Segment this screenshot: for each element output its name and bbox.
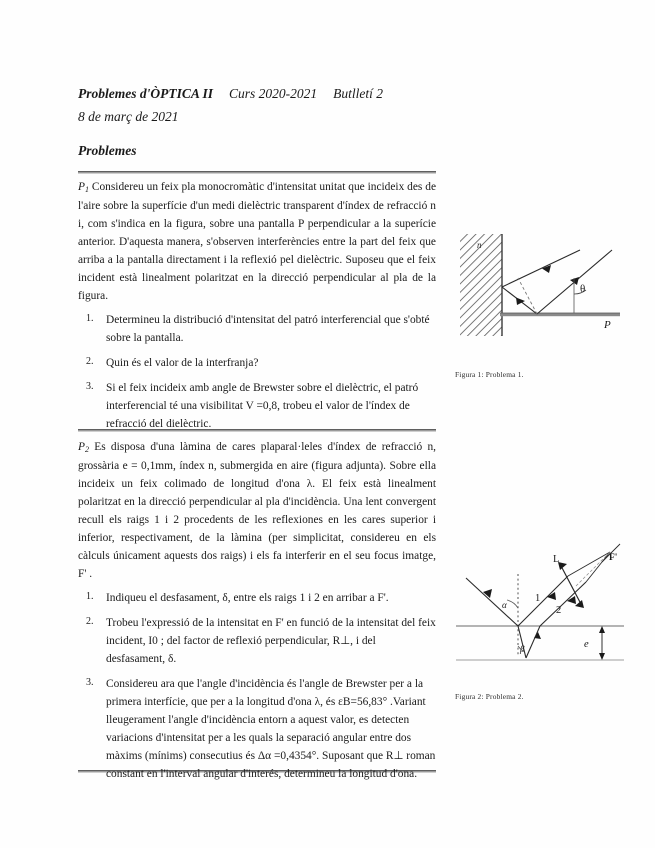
problem-2-label: $P_2$	[78, 441, 89, 454]
arrowhead-ray-2-inside	[534, 632, 541, 639]
problem-1-item-1: Determineu la distribució d'intensitat del patró interferencial que s'obté sobre la pantalla.	[106, 313, 430, 344]
ray-1-label: 1	[535, 593, 541, 604]
list-item	[102, 354, 436, 372]
bulletin-label: Butlletí 2	[333, 86, 384, 101]
problem-2-body-text: Es disposa d'una làmina de cares plaparal·leles d'índex de refracció n, grossària e = 0,1mm, índex n, submergida en aire (figura adjunta). Sobre ella incideix un feix colimado de longitud d'ona λ. El feix està linealment polaritzat en la direcció perpendicular al pla d'incidència. Una lent convergent recull els raigs 1 i 2 procedents de les reflexiones en les cares superior i inferior, respectivament, de la làmina (per simplicitat, considereu en els càlculs únicament aquests dos raigs) i els fa interferir en el seu focus imatge, F' .	[78, 441, 436, 580]
section-heading-problemes: Problemes	[78, 143, 137, 158]
figure-1-caption: Figura 1: Problema 1.	[455, 370, 524, 379]
problem-1-block	[78, 178, 436, 440]
medium-index-label: n	[477, 240, 482, 250]
alpha-arc	[507, 600, 518, 608]
course-label: Curs 2020-2021	[229, 86, 318, 101]
problem-2-item-2: Trobeu l'expressió de la intensitat en F' en funció de la intensitat del feix incident, I0 ; del factor de reflexió perpendicular, R⊥, i del desfasament, δ.	[106, 616, 436, 665]
figure-2-graphic	[452, 534, 637, 682]
arrowhead-incident	[483, 589, 492, 598]
figure-1-graphic	[452, 232, 632, 352]
arrowhead-ray-2	[567, 596, 576, 604]
alpha-angle-label: α	[502, 600, 507, 610]
problem-1-question-list	[78, 311, 436, 433]
list-item	[102, 589, 436, 607]
figure-2	[452, 534, 642, 701]
thickness-label-e: e	[584, 639, 589, 650]
theta-angle-label: θ	[580, 283, 586, 295]
converge-ray-1	[568, 552, 610, 576]
problem-2-item-1: Indiqueu el desfasament, δ, entre els raigs 1 i 2 en arribar a F'.	[106, 591, 389, 604]
screen-label-P: P	[604, 319, 611, 331]
normal-dashed-line	[518, 278, 537, 314]
document-date: 8 de març de 2021	[78, 108, 179, 124]
problem-2-item-3: Considereu ara que l'angle d'incidència és l'angle de Brewster per a la primera interfície, que per a la longitud d'ona λ, és εB=56,83° .Variant lleugerament l'angle d'incidència entorn a aquest valor, es detecten variacions d'intensitat per a les quals la separació angular entre dos màxims (mínims) consecutius és Δα =0,4354°. Suposant que R⊥ roman constant en l'interval angular d'interés, determineu la longitud d'ona.	[106, 677, 436, 780]
list-item	[102, 614, 436, 668]
figure-2-caption: Figura 2: Problema 2.	[455, 692, 524, 701]
thickness-arrow-down	[599, 653, 605, 660]
problem-2-block	[78, 438, 436, 790]
lens-label: L	[553, 554, 560, 565]
list-item	[102, 311, 436, 347]
converge-ray-2	[586, 552, 610, 582]
arrowhead-direct	[570, 277, 579, 285]
divider-top	[78, 171, 436, 174]
thickness-arrow-up	[599, 626, 605, 633]
problem-1-body-text: Considereu un feix pla monocromàtic d'intensitat unitat que incideix des de l'aire sobre la superfície d'un medi dielèctric transparent d'índex de refracció n i, com s'indica en la figura, sobre una pantalla P perpendicular a la superície anterior. D'aquesta manera, s'observen interferències entre la part del feix que arriba a la pantalla directament i la reflexió pel dielèctric. Suposeu que el feix incident està linealment polaritzat en la direcció perpendicular al pla de la figura.	[78, 181, 436, 302]
problem-1-item-3: Si el feix incideix amb angle de Brewster sobre el dielèctric, el patró interferencial té una visibilitat V =0,8, trobeu el valor de l'índex de refracció del dielèctric.	[106, 381, 419, 430]
document-title: Problemes d'ÒPTICA II	[78, 86, 214, 101]
header-title-line	[78, 84, 478, 105]
ray-2-label: 2	[556, 605, 562, 616]
beta-angle-label: β	[520, 644, 525, 654]
incident-ray-upper	[502, 250, 580, 287]
problem-1-statement	[78, 178, 436, 305]
problem-2-question-list	[78, 589, 436, 783]
ray-2-inside	[526, 626, 540, 658]
problem-1-label: $P_1$	[78, 181, 89, 194]
list-item	[102, 379, 436, 433]
problem-2-statement	[78, 438, 436, 583]
incident-ray	[466, 578, 518, 626]
list-item	[102, 675, 436, 783]
screen-bar	[500, 313, 620, 316]
problem-1-item-2: Quin és el valor de la interfranja?	[106, 356, 259, 369]
ray-1-line	[518, 576, 568, 626]
figure-1	[452, 232, 642, 379]
document-header	[78, 84, 478, 128]
focus-label-F: F'	[609, 553, 618, 563]
